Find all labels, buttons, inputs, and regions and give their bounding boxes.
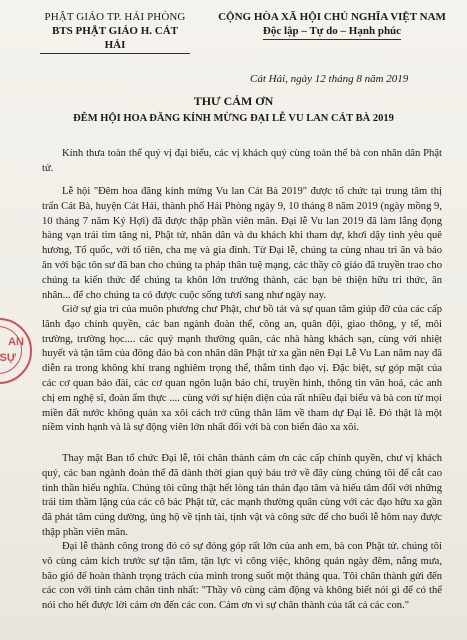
letter-paragraph-1: Lễ hội "Đêm hoa đăng kính mừng Vu lan Cát Bà 2019" được tổ chức tại trung tâm thị trấn Cát Bà, huyện Cát Hải, thành phố Hải Phòng ngày 9, 10 tháng 8 năm 2019 (ngày mồng 9, 10 tháng 7 năm Kỷ Hợi) đã được thập phần viên mãn. Đại lễ Vu lan 2019 đã làm lắng đọng hàng vạn trái tim tăng ni, Phật tử, nhân dân và du khách khi tham dự, khơi dậy tình yêu quê hương, Tổ quốc, với tổ tiên, cha mẹ và gia đình. Từ Đại lễ, chúng ta cùng nhau tri ân và báo ân với bậc tôn sư đã ban cho chúng ta pháp thân tuệ mạng, các thầy cô giáo đã truyền trao cho chúng ta kiến thức để chúng ta khôn lớn trưởng thành, các bạn bè thiện hữu tri thức, ân nhân... để cho chúng ta có được cuộc sống tươi sang như ngày nay. <box>42 186 442 301</box>
letter-subtitle: ĐÊM HỘI HOA ĐĂNG KÍNH MỪNG ĐẠI LỄ VU LAN CÁT BÀ 2019 <box>73 113 394 124</box>
stamp-text-2: SỰ <box>0 352 16 364</box>
letter-paragraph-2: Giờ sự gia trì của muôn phương chư Phật, chư bồ tát và sự quan tâm giúp đỡ của các cấp lãnh đạo chính quyền, các ban ngành đoàn thể, công an, quân đội, giao thông, y tế, môi trường, trường học.... các quý mạnh thường quân, các nhà hàng khách sạn, cùng với nhiệt huyết và tận tâm của đông đảo bà con nhân dân Phật tử xa gần nên Đại Lễ Vu Lan năm nay đã diễn ra trong không khí trang nghiêm trọng thể, thắm tình đạo vị. Đặc biệt, sự góp mặt của các cơ quan báo đài, các cơ quan ngôn luận báo chí, truyền hình, thông tin văn hoá, các anh chị em nghệ sĩ, đoàn ẩm thực .... cùng với sự hiện diện của rất nhiều đại biểu và bà con từ mọi miền đất nước không quản xa xôi cách trở cũng thân lâm về tham dự Đại lễ. Đó thật là một niềm vinh hạnh và là sự động viên lớn nhất đối với bà con biển đảo xa xôi. <box>42 304 442 434</box>
issuer-parent-org: PHẬT GIÁO TP. HẢI PHÒNG <box>44 11 186 23</box>
letter-title: THƯ CẢM ƠN <box>193 94 274 108</box>
letter-greeting: Kính thưa toàn thể quý vị đại biểu, các vị khách quý cùng toàn thể bà con nhân dân Phật tử. <box>42 148 442 174</box>
stamp-text-1: AN <box>8 336 24 348</box>
letter-paragraph-4: Đại lễ thành công trong đó có sự đóng góp rất lớn của anh em, bà con Phật tử. chúng tôi vô cùng cảm kích trước sự tận tâm, tận lực vì công việc, không quản ngày đêm, nắng mưa, bão gió để hoàn thành trọng trách của mình trong suốt một tháng qua. Tôi chân thành gửi đến các con với tình cảm chân tình nhất: "Thầy vô cùng cảm động và không biết nói gì để có thể nói cho hết được lời cảm ơn đến các con. Cảm ơn vì sự chân thành của tất cả các con." <box>42 541 442 612</box>
letter-date: Cát Hải, ngày 12 tháng 8 năm 2019 <box>250 73 409 85</box>
issuer-header <box>40 10 190 54</box>
national-motto: Độc lập – Tự do – Hạnh phúc <box>263 24 401 40</box>
national-title: CỘNG HÒA XÃ HỘI CHỦ NGHĨA VIỆT NAM <box>218 11 446 23</box>
national-header <box>212 10 452 40</box>
letter-paragraph-3: Thay mặt Ban tổ chức Đại lễ, tôi chân thành cảm ơn các cấp chính quyền, chư vị khách quý, các ban ngành đoàn thể đã dành thời gian quý báu trở về đây cùng chúng tôi để cắt cao tình thần hiếu nghĩa. Chúng tôi cũng thật hết lòng tán thán đạo tâm và hiếu tâm đối với những trái tim thầm lặng của các cô bác Phật tử, các mạnh thường quân cùng với các đạo hữu xa gần đã phát tâm cúng dường, ủng hộ về tịnh tài, tịnh vật và công sức để cho buổi lễ hôm nay được thập phần viên mãn. <box>42 453 442 538</box>
issuer-org: BTS PHẬT GIÁO H. CÁT HẢI <box>40 24 190 54</box>
red-seal-stamp <box>0 318 32 384</box>
